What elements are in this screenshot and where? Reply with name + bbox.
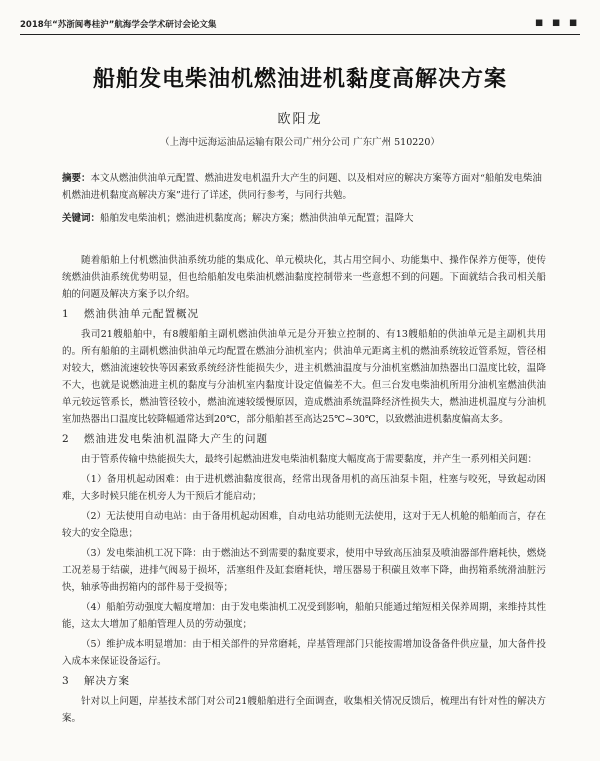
section-heading	[62, 431, 546, 448]
keywords-label: 关键词：	[62, 213, 101, 224]
section-heading	[62, 673, 546, 690]
paper-title: 船舶发电柴油机燃油进机黏度高解决方案	[92, 67, 507, 92]
keywords	[62, 210, 546, 227]
section-paragraph: 针对以上问题，岸基技术部门对公司21艘船舶进行全面调查，收集相关情况反馈后，梳理出有针对性的解决方案。	[62, 696, 546, 724]
section-number: 3	[62, 675, 70, 687]
list-item: （3）发电柴油机工况下降：由于燃油达不到需要的黏度要求，使用中导致高压油泵及喷油器部件磨耗快，燃烧工况差易于结碳，进排气阀易于损坏，活塞组件及缸套磨耗快，增压器易于积碳且效率下降，曲拐箱系统滑油脏污快，轴承等曲拐箱内的部件易于受损等；	[62, 548, 546, 593]
abstract-label: 摘要：	[62, 173, 91, 184]
section-paragraph: 由于管系传输中热能损失大，最终引起燃油进发电柴油机黏度大幅度高于需要黏度，并产生一系列相关问题：	[81, 454, 538, 465]
intro-paragraph: 随着船舶上付机燃油供油系统功能的集成化、单元模块化，其占用空间小、功能集中、操作保养方便等，使传统燃油供油系统优势明显，但也给船舶发电柴油机燃油黏度控制带来一些意想不到的问题。下面就结合我司相关船舶的问题及解决方案予以介绍。	[62, 255, 546, 300]
list-item: （2）无法使用自动电站：由于备用机起动困难，自动电站功能则无法使用，这对于无人机舱的船舶而言，存在较大的安全隐患；	[62, 511, 546, 539]
list-item: （5）维护成本明显增加：由于相关部件的异常磨耗，岸基管理部门只能按需增加设备备件供应量，加大备件投入成本来保证设备运行。	[62, 639, 546, 667]
journal-name: 2018年“苏浙闽粤桂沪”航海学会学术研讨会论文集	[20, 20, 217, 30]
body-text	[62, 236, 546, 727]
section-title: 燃油供油单元配置概况	[84, 308, 199, 320]
running-header	[20, 18, 580, 35]
section-paragraph: 我司21艘船舶中，有8艘船舶主副机燃油供油单元是分开独立控制的、有13艘船舶的供油单元是主副机共用的。所有船舶的主副机燃油供油单元均配置在燃油分油机室内；供油单元距离主机的燃油系统较近管系短，管径相对较大，燃油流速较快等因素致系统经济性能损失少，进主机燃油温度与分油机室燃油加热器出口温度比较，温降不大，也就是说燃油进主机的黏度与分油机室内黏度计设定值偏差不大。但三台发电柴油机所用分油机室燃油供油单元较远管系长，燃油管径较小，燃油流速较缓慢原因，造成燃油系统温降经济性损失大，燃油进机温度与分油机室加热器出口温度比较降幅通常达到20℃，部分船舶甚至高达25℃~30℃，以致燃油进机黏度偏高太多。	[62, 329, 546, 425]
list-item: （1）备用机起动困难：由于进机燃油黏度很高，经常出现备用机的高压油泵卡阻，柱塞与咬死，导致起动困难，大多时候只能在机旁人为干预后才能启动；	[62, 474, 546, 502]
header-marks: ■ ■ ■	[534, 18, 580, 28]
section-number: 1	[62, 308, 70, 320]
author-name: 欧阳龙	[277, 112, 323, 127]
abstract	[62, 170, 546, 204]
section-heading	[62, 306, 546, 323]
keywords-text: 船舶发电柴油机；燃油进机黏度高；解决方案；燃油供油单元配置；温降大	[100, 213, 414, 224]
section-number: 2	[62, 433, 70, 445]
section-title: 燃油进发电柴油机温降大产生的问题	[84, 433, 268, 445]
affiliation: （上海中远海运油品运输有限公司广州分公司 广东广州 510220）	[160, 137, 440, 148]
section-title: 解决方案	[84, 675, 130, 687]
list-item: （4）船舶劳动强度大幅度增加：由于发电柴油机工况受到影响，船舶只能通过缩短相关保养周期，来维持其性能，这太大增加了船舶管理人员的劳动强度；	[62, 602, 546, 630]
abstract-text: 本文从燃油供油单元配置、燃油进发电机温升大产生的问题、以及相对应的解决方案等方面对“船舶发电柴油机燃油进机黏度高解决方案”进行了详述，供同行参考，与同行共勉。	[62, 173, 542, 201]
